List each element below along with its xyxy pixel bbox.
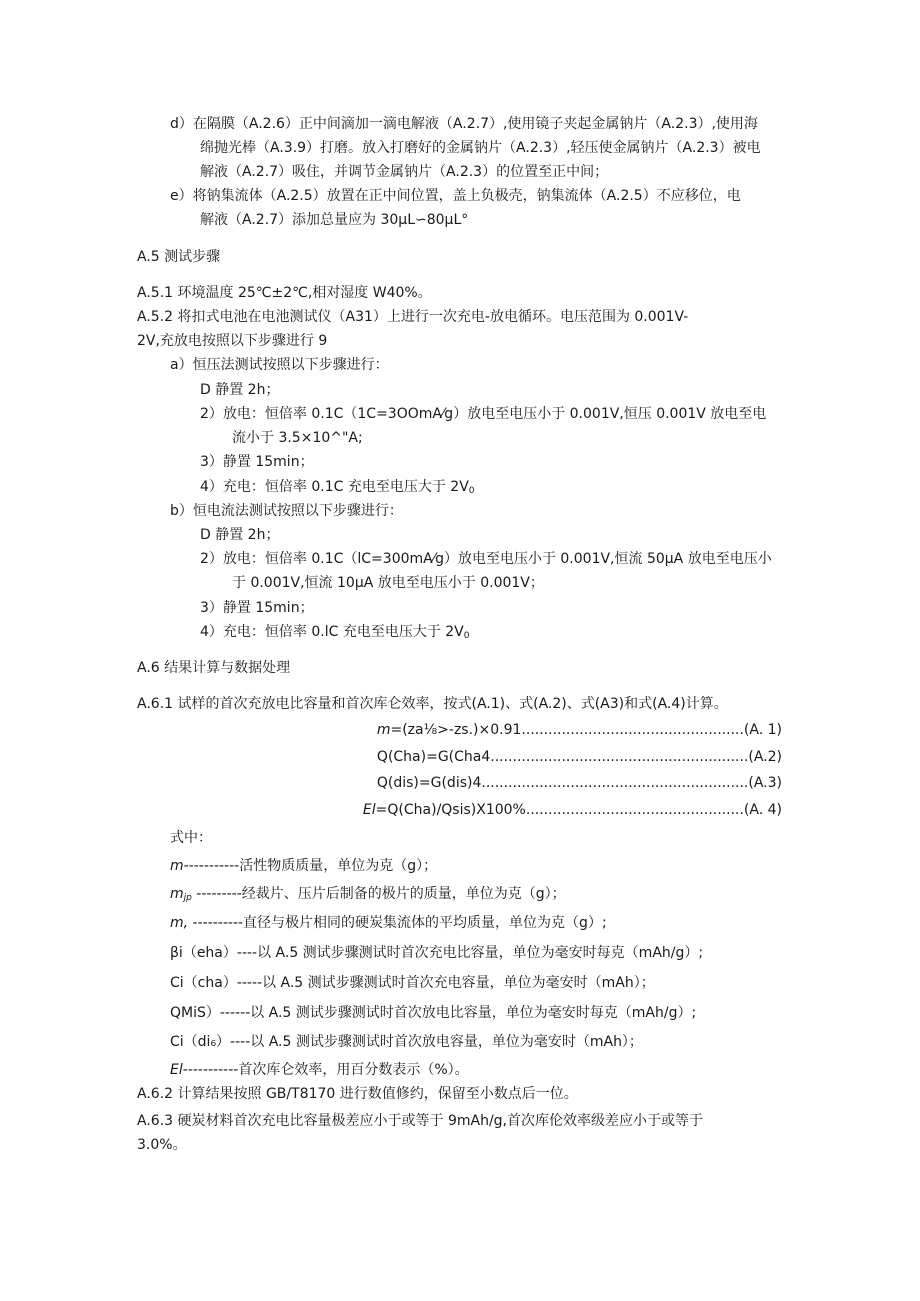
clause-a51: A.5.1 环境温度 25℃±2℃,相对湿度 W40%。 [137, 285, 432, 301]
method-a-step1: D 静置 2h； [200, 382, 280, 398]
definition-coulombic-efficiency: El-----------首次库仑效率，用百分数表示（%）。 [170, 1062, 469, 1078]
section-a5-heading: A.5 测试步骤 [137, 249, 221, 265]
method-a-title: a）恒压法测试按照以下步骤进行： [170, 357, 389, 373]
method-b-step2-line2: 于 0.001V,恒流 10μA 放电至电压小于 0.001V； [232, 575, 544, 591]
definition-m-collector: m, ----------直径与极片相同的硬炭集流体的平均质量，单位为克（g）; [170, 915, 607, 931]
clause-a52-line2: 2V,充放电按照以下步骤进行 9 [137, 333, 328, 349]
equation-a1: m=(za⅛>-zs.)×0.91..................................................(A. 1) [376, 722, 782, 738]
equation-a4: El=Q(Cha)/Qsis)X100%.................................................(A. 4) [362, 802, 782, 818]
step-e-line2: 解液（A.2.7）添加总量应为 30μL∽80μL° [200, 212, 469, 228]
section-a6-heading: A.6 结果计算与数据处理 [137, 660, 291, 676]
definition-mjp: $m_{jp}$ ---------经裁片、压片后制备的极片的质量，单位为克（g）； [170, 886, 566, 903]
method-a-step2-line2: 流小于 3.5×10^"A; [232, 430, 363, 446]
equation-a2: Q(Cha)=G(Cha4..........................................................(A.2) [376, 749, 782, 765]
clause-a63-line2: 3.0%。 [137, 1137, 187, 1153]
clause-a61: A.6.1 试样的首次充放电比容量和首次库仑效率，按式(A.1)、式(A.2)、式(A3)和式(A.4)计算。 [137, 696, 728, 712]
definition-charge-capacity: Ci（cha）-----以 A.5 测试步骤测试时首次充电容量，单位为毫安时（mAh）； [170, 975, 655, 991]
definition-m: m-----------活性物质质量，单位为克（g）； [170, 858, 438, 874]
step-d-line1: d）在隔膜（A.2.6）正中间滴加一滴电解液（A.2.7）,使用镜子夹起金属钠片（A.2.3）,使用海 [170, 116, 758, 132]
step-d-line2: 绵抛光棒（A.3.9）打磨。放入打磨好的金属钠片（A.2.3）,轻压使金属钠片（A.2.3）被电 [200, 140, 761, 156]
definition-discharge-specific-capacity: QMiS）------以 A.5 测试步骤测试时首次放电比容量，单位为毫安时每克（mAh/g）; [170, 1005, 697, 1021]
method-b-title: b）恒电流法测试按照以下步骤进行： [170, 503, 403, 519]
equation-a3: Q(dis)=G(dis)4............................................................(A.3) [376, 775, 782, 791]
definition-discharge-capacity: Ci（di₆）----以 A.5 测试步骤测试时首次放电容量，单位为毫安时（mAh）； [170, 1034, 643, 1050]
method-b-step4: 4）充电：恒倍率 0.lC 充电至电压大于 $2V_0$ [200, 624, 470, 641]
method-a-step2-line1: 2）放电：恒倍率 0.1C（1C=3OOmA⁄g）放电至电压小于 0.001V,恒压 0.001V 放电至电 [200, 406, 767, 422]
method-b-step2-line1: 2）放电：恒倍率 0.1C（lC=300mA⁄g）放电至电压小于 0.001V,恒流 50μA 放电至电压小 [200, 551, 772, 567]
method-a-step3: 3）静置 15min； [200, 454, 314, 470]
clause-a52-line1: A.5.2 将扣式电池在电池测试仪（A31）上进行一次充电-放电循环。电压范围为 0.001V- [137, 309, 689, 325]
method-a-step4: 4）充电：恒倍率 0.1C 充电至电压大于 $2V_0$ [200, 479, 475, 496]
step-d-line3: 解液（A.2.7）吸住，并调节金属钠片（A.2.3）的位置至正中间； [200, 164, 609, 180]
clause-a62: A.6.2 计算结果按照 GB/T8170 进行数值修约，保留至小数点后一位。 [137, 1086, 578, 1102]
clause-a63-line1: A.6.3 硬炭材料首次充电比容量极差应小于或等于 9mAh/g,首次库伦效率级差应小于或等于 [137, 1113, 703, 1129]
step-e-line1: e）将钠集流体（A.2.5）放置在正中间位置，盖上负极壳，钠集流体（A.2.5）不应移位，电 [170, 188, 741, 204]
method-b-step3: 3）静置 15min； [200, 600, 314, 616]
definition-charge-specific-capacity: βi（eha）----以 A.5 测试步骤测试时首次充电比容量，单位为毫安时每克（mAh/g）; [170, 945, 704, 961]
method-b-step1: D 静置 2h； [200, 527, 280, 543]
where-label: 式中： [170, 830, 212, 846]
